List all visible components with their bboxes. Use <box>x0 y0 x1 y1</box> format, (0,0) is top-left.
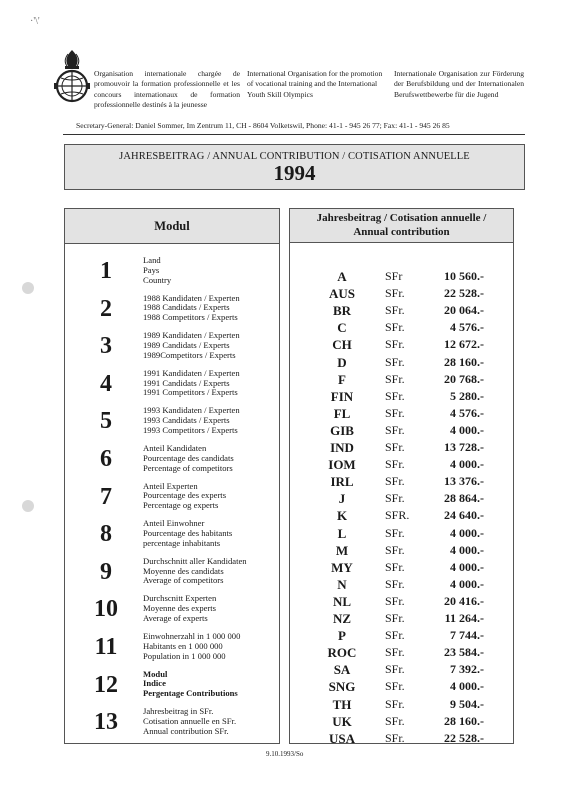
module-description-line: Anteil Kandidaten <box>143 443 207 453</box>
contribution-amount: 24 640.- <box>444 508 484 523</box>
organisation-description-english: International Organisation for the promotion of vocational training and the International Youth Skill Olympics <box>247 69 383 99</box>
module-description-line: 1991 Kandidaten / Experten <box>143 367 240 378</box>
currency: SFr. <box>385 405 405 420</box>
module-description-line: Land <box>143 255 161 265</box>
contribution-amount: 4 000.- <box>450 422 484 437</box>
module-number: 6 <box>100 446 112 472</box>
country-code: CH <box>332 337 352 353</box>
contribution-row <box>290 457 513 474</box>
module-description <box>143 557 279 586</box>
currency: SFr. <box>385 662 405 677</box>
country-code: AUS <box>328 286 355 302</box>
contribution-row <box>290 355 513 372</box>
contribution-amount: 4 576.- <box>450 320 484 335</box>
currency: SFr. <box>385 645 405 660</box>
contribution-amount: 4 000.- <box>450 679 484 694</box>
module-number: 8 <box>100 521 112 548</box>
punch-hole-top <box>22 282 34 294</box>
module-description <box>143 406 279 435</box>
contribution-heading-line-1: Jahresbeitrag / Cotisation annuelle / <box>316 212 487 224</box>
country-code: SA <box>333 662 351 678</box>
contribution-row <box>290 269 513 286</box>
contribution-row <box>290 320 513 337</box>
contribution-amount: 22 528.- <box>444 286 484 301</box>
punch-hole-bottom <box>22 500 34 512</box>
module-number: 2 <box>100 295 112 322</box>
module-description <box>143 594 279 623</box>
module-number: 3 <box>100 333 112 360</box>
contribution-amount: 22 528.- <box>444 730 484 745</box>
contribution-amount: 4 000.- <box>450 559 484 574</box>
country-code: USA <box>328 730 355 746</box>
module-description-line: Jahresbeitrag in SFr. <box>143 706 214 717</box>
currency: SFr. <box>385 525 405 540</box>
module-description-line: Modul <box>143 668 168 679</box>
currency: SFr. <box>385 713 405 728</box>
contribution-amount: 11 264.- <box>444 611 484 625</box>
contribution-amount: 12 672.- <box>444 337 484 352</box>
module-number: 13 <box>94 709 118 736</box>
module-panel <box>64 208 280 744</box>
contribution-row <box>290 337 513 354</box>
country-code: D <box>337 354 347 370</box>
module-description-line: Pourcentage des habitants <box>143 527 233 538</box>
document-title: JAHRESBEITRAG / ANNUAL CONTRIBUTION / COTISATION ANNUELLE <box>119 151 470 162</box>
module-panel-heading: Modul <box>65 209 279 244</box>
country-code: F <box>338 371 346 387</box>
document-year: 1994 <box>273 161 316 185</box>
secretary-general-contact: Secretary-General: Daniel Sommer, Im Zentrum 11, CH - 8604 Volketswil, Phone: 41-1 - 945 26 77; Fax: 41-1 - 945 26 85 <box>76 121 450 130</box>
module-description-line: Durchschnitt aller Kandidaten <box>143 555 247 566</box>
contribution-amount: 10 560.- <box>444 269 484 283</box>
contribution-row <box>290 731 513 748</box>
module-description <box>143 632 279 661</box>
contribution-row <box>290 697 513 714</box>
module-description-line: 1989 Candidats / Experts <box>143 339 230 350</box>
country-code: A <box>337 269 347 284</box>
contribution-row <box>290 389 513 406</box>
country-code: SNG <box>328 679 356 695</box>
module-description <box>143 444 279 473</box>
country-code: NL <box>332 593 352 609</box>
module-description-line: Moyenne des experts <box>143 603 217 614</box>
country-code: L <box>337 525 347 541</box>
contribution-row <box>290 526 513 543</box>
module-description-line: Einwohnerzahl in 1 000 000 <box>143 631 241 641</box>
contribution-row <box>290 645 513 662</box>
country-code: N <box>337 576 347 592</box>
module-description-line: 1991 Candidats / Experts <box>143 377 230 388</box>
currency: SFr. <box>385 593 405 608</box>
currency: SFr. <box>385 354 405 369</box>
contribution-row <box>290 423 513 440</box>
module-description-line: Pourcentage des candidats <box>143 452 234 463</box>
module-number: 12 <box>94 671 118 698</box>
contribution-row <box>290 372 513 389</box>
country-code: BR <box>332 303 352 319</box>
header-divider <box>63 134 525 135</box>
contribution-amount: 13 728.- <box>444 440 484 454</box>
country-code: FIN <box>330 388 354 404</box>
contribution-amount: 28 864.- <box>444 491 484 506</box>
country-code: TH <box>332 696 352 712</box>
contribution-row <box>290 679 513 696</box>
module-description-line: Pays <box>143 264 160 275</box>
module-description-line: 1988 Kandidaten / Experten <box>143 292 240 303</box>
contribution-row <box>290 577 513 594</box>
module-description-line: 1988 Competitors / Experts <box>143 312 238 323</box>
module-description <box>143 482 279 511</box>
country-code: IND <box>330 440 354 455</box>
module-description-line: Anteil Experten <box>143 480 198 491</box>
organisation-description-french: Organisation internationale chargée de promouvoir la formation professionnelle et les concours internationaux de formation professionnelle destinés à la jeunesse <box>94 69 240 109</box>
currency: SFr. <box>385 611 405 625</box>
country-code: J <box>338 491 346 507</box>
module-number: 5 <box>100 408 112 435</box>
currency: SFr. <box>385 457 405 472</box>
contribution-amount: 20 768.- <box>444 371 484 386</box>
contribution-amount: 7 392.- <box>450 662 484 677</box>
contribution-row <box>290 406 513 423</box>
contribution-heading-line-2: Annual contribution <box>353 225 450 238</box>
currency: SFr <box>385 269 403 283</box>
module-description-line: 1993 Kandidaten / Experten <box>143 405 240 416</box>
module-description-line: Average of competitors <box>143 575 224 586</box>
module-description <box>143 519 279 548</box>
module-description-line: 1993 Competitors / Experts <box>143 424 238 435</box>
contribution-row <box>290 611 513 628</box>
module-description-line: Population in 1 000 000 <box>143 650 226 661</box>
currency: SFr. <box>385 542 405 557</box>
contribution-row <box>290 714 513 731</box>
contribution-row <box>290 286 513 303</box>
module-description-line: Percentage og experts <box>143 500 219 511</box>
currency: SFr. <box>385 491 405 506</box>
country-code: ROC <box>327 645 357 661</box>
country-code: C <box>337 320 347 336</box>
module-number: 4 <box>100 370 112 397</box>
module-description <box>143 294 279 323</box>
module-description-line: 1989 Kandidaten / Experten <box>143 330 240 341</box>
organisation-description-german: Internationale Organisation zur Förderung der Berufsbildung und der Internationalen Berufswettbewerbe für die Jugend <box>394 69 524 99</box>
organisation-logo <box>52 48 92 106</box>
contribution-row <box>290 440 513 457</box>
contribution-amount: 13 376.- <box>444 474 484 489</box>
country-code: IRL <box>330 474 354 490</box>
module-description-line: Indice <box>143 678 166 689</box>
country-code: K <box>336 508 348 524</box>
module-description-line: Anteil Einwohner <box>143 518 205 529</box>
module-description-line: Habitants en 1 000 000 <box>143 640 223 651</box>
country-code: FL <box>333 405 351 421</box>
module-description <box>143 707 279 736</box>
contribution-amount: 28 160.- <box>444 354 484 369</box>
module-description-line: Durchscnitt Experten <box>143 593 217 604</box>
country-code: NZ <box>332 611 352 626</box>
module-description-line: Pergentage Contributions <box>143 688 238 699</box>
module-number: 11 <box>94 634 118 660</box>
contribution-amount: 28 160.- <box>444 713 484 728</box>
contribution-row <box>290 474 513 491</box>
contribution-amount: 4 000.- <box>450 525 484 540</box>
currency: SFR. <box>385 508 410 523</box>
contribution-amount: 7 744.- <box>450 628 484 643</box>
module-description-line: 1988 Candidats / Experts <box>143 302 230 313</box>
module-description-line: 1991 Competitors / Experts <box>143 387 238 398</box>
module-description-line: Moyenne des candidats <box>143 565 224 576</box>
country-code: M <box>335 542 349 558</box>
country-code: UK <box>332 713 352 729</box>
module-description-line: Country <box>143 274 172 285</box>
country-code: GIB <box>330 422 354 438</box>
contribution-amount: 9 504.- <box>450 696 484 711</box>
country-code: P <box>338 628 346 644</box>
contribution-amount: 4 000.- <box>450 457 484 472</box>
contribution-row <box>290 508 513 525</box>
contribution-row <box>290 662 513 679</box>
module-number: 9 <box>100 558 112 585</box>
contribution-row <box>290 303 513 320</box>
contribution-amount: 4 576.- <box>450 405 484 420</box>
module-description-line: Cotisation annuelle en SFr. <box>143 715 237 726</box>
module-number: 10 <box>94 596 118 623</box>
contribution-row <box>290 628 513 645</box>
contribution-amount: 20 064.- <box>444 303 484 318</box>
contribution-row <box>290 491 513 508</box>
currency: SFr. <box>385 730 405 745</box>
module-description-line: Pourcentage des experts <box>143 490 227 501</box>
currency: SFr. <box>385 559 405 574</box>
currency: SFr. <box>385 388 405 403</box>
contribution-row <box>290 543 513 560</box>
contribution-amount: 4 000.- <box>450 576 484 591</box>
module-description-line: Annual contribution SFr. <box>143 725 229 736</box>
module-description <box>143 331 279 360</box>
country-code: MY <box>331 559 353 575</box>
currency: SFr. <box>385 576 405 591</box>
title-banner <box>64 144 525 190</box>
scan-mark: ·'\' <box>30 16 40 27</box>
contribution-amount: 5 280.- <box>450 388 484 403</box>
contribution-amount: 4 000.- <box>450 542 484 557</box>
contribution-panel-heading <box>290 209 513 243</box>
module-number: 7 <box>100 483 112 510</box>
currency: SFr. <box>385 337 405 352</box>
currency: SFr. <box>385 679 405 694</box>
module-description-line: percentage inhabitants <box>143 537 221 548</box>
currency: SFr. <box>385 440 405 454</box>
contribution-amount: 23 584.- <box>444 645 484 660</box>
contribution-panel <box>289 208 514 744</box>
currency: SFr. <box>385 628 405 643</box>
currency: SFr. <box>385 696 405 711</box>
contribution-row <box>290 594 513 611</box>
currency: SFr. <box>385 320 405 335</box>
module-description-line: Percentage of competitors <box>143 462 233 473</box>
currency: SFr. <box>385 422 405 437</box>
document-date: 9.10.1993/So <box>266 750 304 758</box>
module-description-line: 1993 Candidats / Experts <box>143 415 230 426</box>
currency: SFr. <box>385 474 405 489</box>
contribution-amount: 20 416.- <box>444 593 484 608</box>
currency: SFr. <box>385 286 405 301</box>
currency: SFr. <box>385 303 405 318</box>
country-code: IOM <box>328 457 356 473</box>
module-description <box>143 256 279 285</box>
module-number: 1 <box>100 258 112 284</box>
module-description <box>143 369 279 398</box>
currency: SFr. <box>385 371 405 386</box>
module-description-line: Average of experts <box>143 612 208 623</box>
module-description <box>143 670 279 699</box>
contribution-row <box>290 560 513 577</box>
module-description-line: 1989Competitors / Experts <box>143 349 236 360</box>
